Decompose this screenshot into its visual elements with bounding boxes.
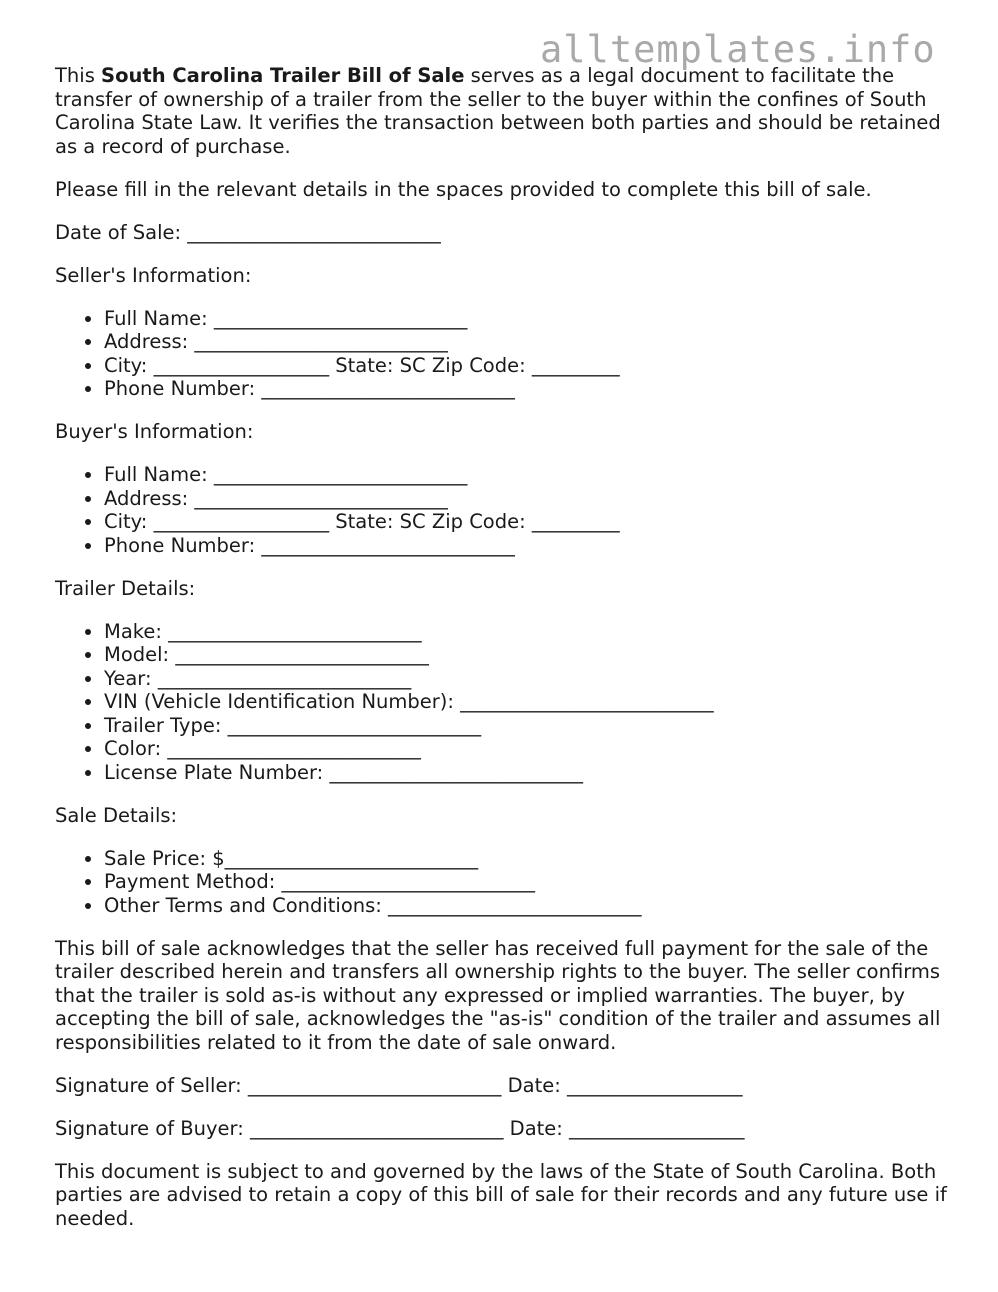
- other-terms-field[interactable]: • Other Terms and Conditions: __________________________: [104, 894, 955, 918]
- intro-prefix: This: [55, 64, 102, 87]
- seller-phone-field[interactable]: • Phone Number: __________________________: [104, 377, 955, 401]
- sale-list: [55, 847, 955, 918]
- date-of-sale-field[interactable]: Date of Sale: __________________________: [55, 220, 441, 244]
- document-title: South Carolina Trailer Bill of Sale: [101, 64, 465, 87]
- seller-list: [55, 307, 955, 401]
- trailer-year-field[interactable]: • Year: __________________________: [104, 667, 955, 691]
- seller-full-name-field[interactable]: • Full Name: __________________________: [104, 307, 955, 331]
- document-body: [55, 64, 955, 1250]
- seller-city-state-zip-field[interactable]: • City: __________________ State: SC Zip Code: _________: [104, 354, 955, 378]
- payment-method-field[interactable]: • Payment Method: __________________________: [104, 870, 955, 894]
- trailer-heading: Trailer Details:: [55, 576, 196, 600]
- seller-signature-line[interactable]: Signature of Seller: __________________________ Date: __________________: [55, 1073, 743, 1097]
- intro-suffix: serves as a legal document to facilitate the transfer of ownership of a trailer from the seller to the buyer within the confines of South Carolina State Law. It verifies the transaction between both parties and should be retained as a record of purchase.: [55, 64, 941, 158]
- trailer-list: [55, 620, 955, 785]
- acknowledgement-paragraph: This bill of sale acknowledges that the seller has received full payment for the sale of the trailer described herein and transfers all ownership rights to the buyer. The seller confirms that the trailer is sold as-is without any expressed or implied warranties. The buyer, by accepting the bill of sale, acknowledges the "as-is" condition of the trailer and assumes all responsibilities related to it from the date of sale onward.: [55, 936, 941, 1054]
- buyer-signature-line[interactable]: Signature of Buyer: __________________________ Date: __________________: [55, 1116, 745, 1140]
- trailer-model-field[interactable]: • Model: __________________________: [104, 643, 955, 667]
- closing-paragraph: This document is subject to and governed by the laws of the State of South Carolina. Both parties are advised to retain a copy of this bill of sale for their records and any future use if needed.: [55, 1159, 947, 1230]
- sale-price-field[interactable]: • Sale Price: $__________________________: [104, 847, 955, 871]
- trailer-vin-field[interactable]: • VIN (Vehicle Identification Number): __________________________: [104, 690, 955, 714]
- trailer-make-field[interactable]: • Make: __________________________: [104, 620, 955, 644]
- trailer-type-field[interactable]: • Trailer Type: __________________________: [104, 714, 955, 738]
- buyer-phone-field[interactable]: • Phone Number: __________________________: [104, 534, 955, 558]
- intro-paragraph: [55, 64, 955, 158]
- trailer-license-plate-field[interactable]: • License Plate Number: __________________________: [104, 761, 955, 785]
- buyer-full-name-field[interactable]: • Full Name: __________________________: [104, 463, 955, 487]
- buyer-list: [55, 463, 955, 557]
- buyer-address-field[interactable]: • Address: __________________________: [104, 487, 955, 511]
- buyer-heading: Buyer's Information:: [55, 420, 254, 443]
- instructions-paragraph: Please fill in the relevant details in the spaces provided to complete this bill of sale.: [55, 177, 872, 201]
- seller-heading: Seller's Information:: [55, 263, 252, 287]
- sale-heading: Sale Details:: [55, 803, 178, 827]
- seller-address-field[interactable]: • Address: __________________________: [104, 330, 955, 354]
- watermark: alltemplates.info: [540, 28, 936, 71]
- buyer-city-state-zip-field[interactable]: • City: __________________ State: SC Zip Code: _________: [104, 510, 955, 534]
- trailer-color-field[interactable]: • Color: __________________________: [104, 737, 955, 761]
